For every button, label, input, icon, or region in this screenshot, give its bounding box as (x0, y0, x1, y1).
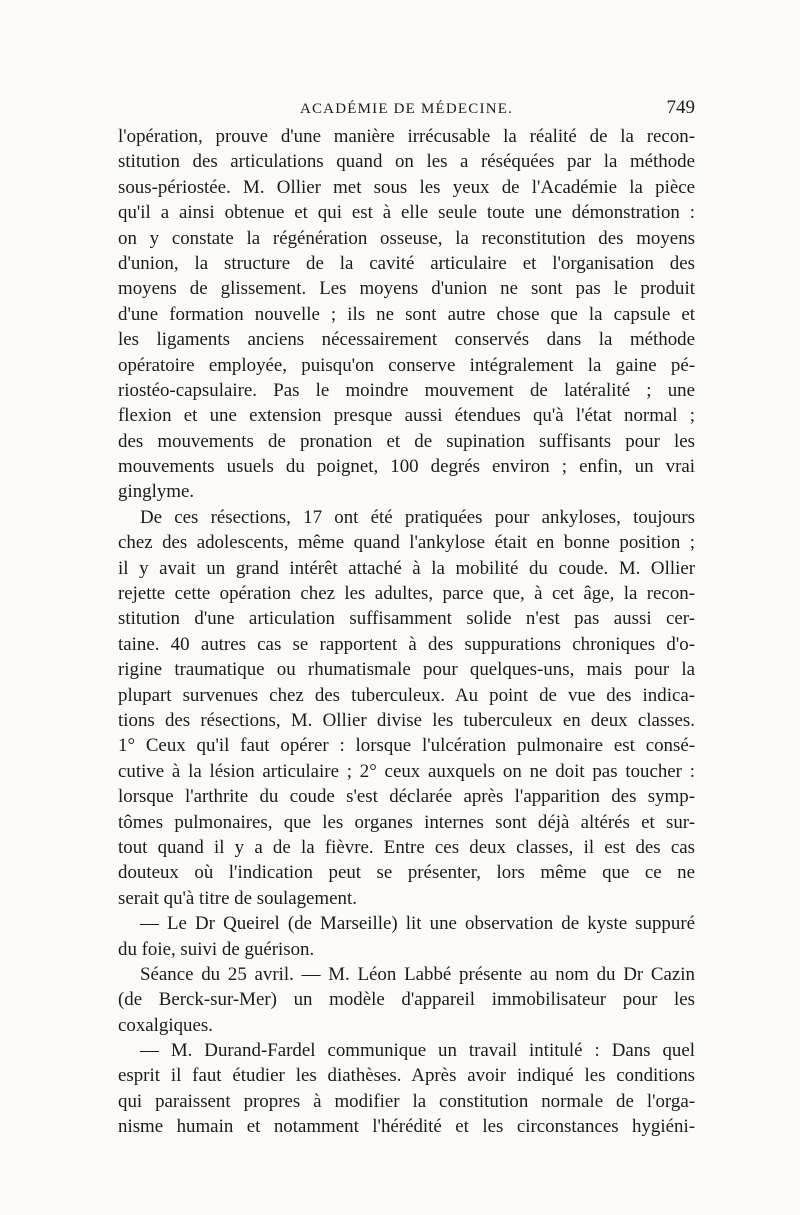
text-line: plupart survenues chez des tuberculeux. Au point de vue des indica- (118, 684, 695, 706)
text-line: rigine traumatique ou rhumatismale pour quelques-uns, mais pour la (118, 659, 695, 681)
text-line: d'union, la structure de la cavité articulaire et l'organisation des (118, 252, 695, 274)
text-line: De ces résections, 17 ont été pratiquées pour ankyloses, toujours (140, 506, 695, 528)
text-line: 1° Ceux qu'il faut opérer : lorsque l'ulcération pulmonaire est consé- (118, 735, 695, 757)
text-line: mouvements usuels du poignet, 100 degrés environ ; enfin, un vrai (118, 456, 695, 478)
text-line: taine. 40 autres cas se rapportent à des suppurations chroniques d'o- (118, 633, 695, 655)
text-line: riostéo-capsulaire. Pas le moindre mouvement de latéralité ; une (118, 379, 695, 401)
text-line: douteux où l'indication peut se présenter, lors même que ce ne (118, 862, 695, 884)
text-line: chez des adolescents, même quand l'ankylose était en bonne position ; (118, 532, 695, 554)
running-head: ACADÉMIE DE MÉDECINE. (299, 101, 514, 117)
text-line: tout quand il y a de la fièvre. Entre ces deux classes, il est des cas (118, 836, 695, 858)
text-line: opératoire employée, puisqu'on conserve intégralement la gaine pé- (118, 354, 695, 376)
page-number: 749 (666, 97, 695, 118)
text-line: qu'il a ainsi obtenue et qui est à elle seule toute une démonstration : (118, 202, 695, 224)
text-line: d'une formation nouvelle ; ils ne sont autre chose que la capsule et (118, 303, 695, 325)
text-line: les ligaments anciens nécessairement conservés dans la méthode (118, 329, 695, 351)
text-line: tômes pulmonaires, que les organes internes sont déjà altérés et sur- (118, 811, 695, 833)
text-line: ginglyme. (118, 481, 195, 503)
text-line: — M. Durand-Fardel communique un travail intitulé : Dans quel (140, 1040, 695, 1062)
text-line: stitution des articulations quand on les a réséquées par la méthode (118, 151, 695, 173)
text-line: du foie, suivi de guérison. (118, 938, 315, 960)
text-line: flexion et une extension presque aussi étendues qu'à l'état normal ; (118, 405, 695, 427)
text-line: nisme humain et notamment l'hérédité et les circonstances hygiéni- (118, 1116, 695, 1138)
text-line: rejette cette opération chez les adultes, parce que, à cet âge, la recon- (118, 583, 695, 605)
text-line: qui paraissent propres à modifier la constitution normale de l'orga- (118, 1090, 695, 1112)
text-line: stitution d'une articulation suffisamment solide n'est pas aussi cer- (118, 608, 695, 630)
text-line: moyens de glissement. Les moyens d'union ne sont pas le produit (118, 278, 695, 300)
text-line: cutive à la lésion articulaire ; 2° ceux auxquels on ne doit pas toucher : (118, 760, 695, 782)
text-line: — Le Dr Queirel (de Marseille) lit une observation de kyste suppuré (140, 913, 695, 935)
text-line: sous-périostée. M. Ollier met sous les yeux de l'Académie la pièce (118, 176, 695, 198)
text-line: coxalgiques. (118, 1014, 213, 1036)
page-header (118, 97, 695, 125)
text-line: tions des résections, M. Ollier divise les tuberculeux en deux classes. (118, 709, 695, 731)
text-line: esprit il faut étudier les diathèses. Après avoir indiqué les conditions (118, 1065, 695, 1087)
text-line: on y constate la régénération osseuse, la reconstitution des moyens (118, 227, 695, 249)
text-line: serait qu'à titre de soulagement. (118, 887, 357, 909)
text-line: Séance du 25 avril. — M. Léon Labbé présente au nom du Dr Cazin (140, 963, 695, 985)
text-line: lorsque l'arthrite du coude s'est déclarée après l'apparition des symp- (118, 786, 695, 808)
body-text (118, 124, 695, 1140)
text-line: (de Berck-sur-Mer) un modèle d'appareil immobilisateur pour les (118, 989, 695, 1011)
text-line: l'opération, prouve d'une manière irrécusable la réalité de la recon- (118, 126, 695, 147)
text-line: des mouvements de pronation et de supination suffisants pour les (118, 430, 695, 452)
text-line: il y avait un grand intérêt attaché à la mobilité du coude. M. Ollier (118, 557, 695, 579)
